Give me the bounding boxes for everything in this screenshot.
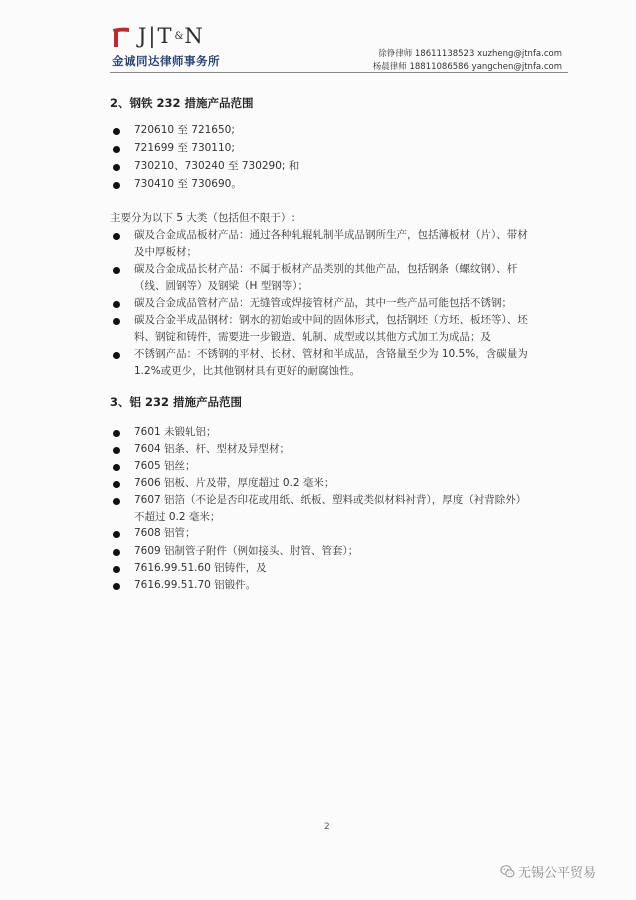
category-line: 碳及合金成品板材产品：通过各种轧辊轧制半成品钢所生产，包括薄板材（片）、带材 <box>134 229 528 241</box>
logo-letter-n: N <box>184 24 205 48</box>
logo-ampersand: & <box>174 31 184 42</box>
steel-code-item: 720610 至 721650; <box>134 124 235 136</box>
category-line: 不锈钢产品：不锈钢的平材、长材、管材和半成品，含铬量至少为 10.5%，含碳量为 <box>134 348 528 360</box>
logo-letter-t: T <box>157 24 174 48</box>
bullet-icon <box>113 498 120 505</box>
aluminum-item: 7616.99.51.70 铝锻件。 <box>134 579 257 591</box>
bullet-icon <box>113 531 120 538</box>
category-line: 及中厚板材； <box>134 246 197 258</box>
firm-logo-icon <box>112 26 130 48</box>
bullet-icon <box>113 430 120 437</box>
bullet-icon <box>113 182 120 189</box>
bullet-icon <box>113 447 120 454</box>
watermark-text: 无锡公平贸易 <box>517 866 596 881</box>
aluminum-item: 7616.99.51.60 铝铸件，及 <box>134 562 267 574</box>
section-2-intro: 主要分为以下 5 大类（包括但不限于）: <box>110 212 295 224</box>
firm-logo-text <box>138 24 205 48</box>
category-line: 1.2%或更少，比其他钢材具有更好的耐腐蚀性。 <box>134 365 361 377</box>
category-line: 碳及合金成品管材产品：无缝管或焊接管材产品，其中一些产品可能包括不锈钢； <box>134 297 512 309</box>
section-3-title: 3、铝 232 措施产品范围 <box>110 395 243 409</box>
wechat-watermark <box>500 862 596 881</box>
aluminum-item: 7606 铝板、片及带，厚度超过 0.2 毫米； <box>134 477 335 489</box>
aluminum-item: 7601 未锻轧铝； <box>134 426 217 438</box>
category-line: 碳及合金成品长材产品：不属于板材产品类别的其他产品，包括钢条（螺纹钢）、杆 <box>134 263 518 275</box>
bullet-icon <box>113 301 120 308</box>
logo-separator: | <box>148 24 158 48</box>
page-number: 2 <box>324 822 330 832</box>
bullet-icon <box>113 352 120 359</box>
bullet-icon <box>113 583 120 590</box>
aluminum-item: 7605 铝丝； <box>134 460 196 472</box>
bullet-icon <box>113 267 120 274</box>
aluminum-item: 7609 铝制管子附件（例如接头、肘管、管套）； <box>134 545 359 557</box>
category-line: 碳及合金半成品钢材：钢水的初始或中间的固体形式，包括钢坯（方坯、板坯等）、坯 <box>134 314 528 326</box>
aluminum-item: 7607 铝箔（不论是否印花或用纸、纸板、塑料或类似材料衬背），厚度（衬背除外） <box>134 494 527 506</box>
header-divider <box>110 72 568 73</box>
bullet-icon <box>113 566 120 573</box>
steel-code-item: 721699 至 730110; <box>134 142 235 154</box>
wechat-icon <box>500 864 515 879</box>
bullet-icon <box>113 481 120 488</box>
bullet-icon <box>113 233 120 240</box>
contact-line-2: 杨晨律师 18811086586 yangchen@jtnfa.com <box>372 62 562 72</box>
aluminum-item: 7608 铝管； <box>134 527 196 539</box>
bullet-icon <box>113 549 120 556</box>
category-line: 料、钢锭和铸件，需要进一步锻造、轧制、成型或以其他方式加工为成品；及 <box>134 331 491 343</box>
bullet-icon <box>113 146 120 153</box>
aluminum-item-continued: 不超过 0.2 毫米； <box>134 511 221 523</box>
bullet-icon <box>113 164 120 171</box>
steel-code-item: 730410 至 730690。 <box>134 178 242 190</box>
category-line: （线、圆钢等）及钢梁（H 型钢等）； <box>134 280 308 292</box>
logo-letter-j: J <box>138 24 149 48</box>
aluminum-item: 7604 铝条、杆、型材及异型材； <box>134 443 291 455</box>
bullet-icon <box>113 128 120 135</box>
bullet-icon <box>113 318 120 325</box>
steel-code-item: 730210、730240 至 730290; 和 <box>134 160 300 172</box>
bullet-icon <box>113 464 120 471</box>
contact-line-1: 徐铮律师 18611138523 xuzheng@jtnfa.com <box>378 49 562 59</box>
firm-name: 金诚同达律师事务所 <box>112 54 220 68</box>
section-2-title: 2、钢铁 232 措施产品范围 <box>110 96 254 110</box>
